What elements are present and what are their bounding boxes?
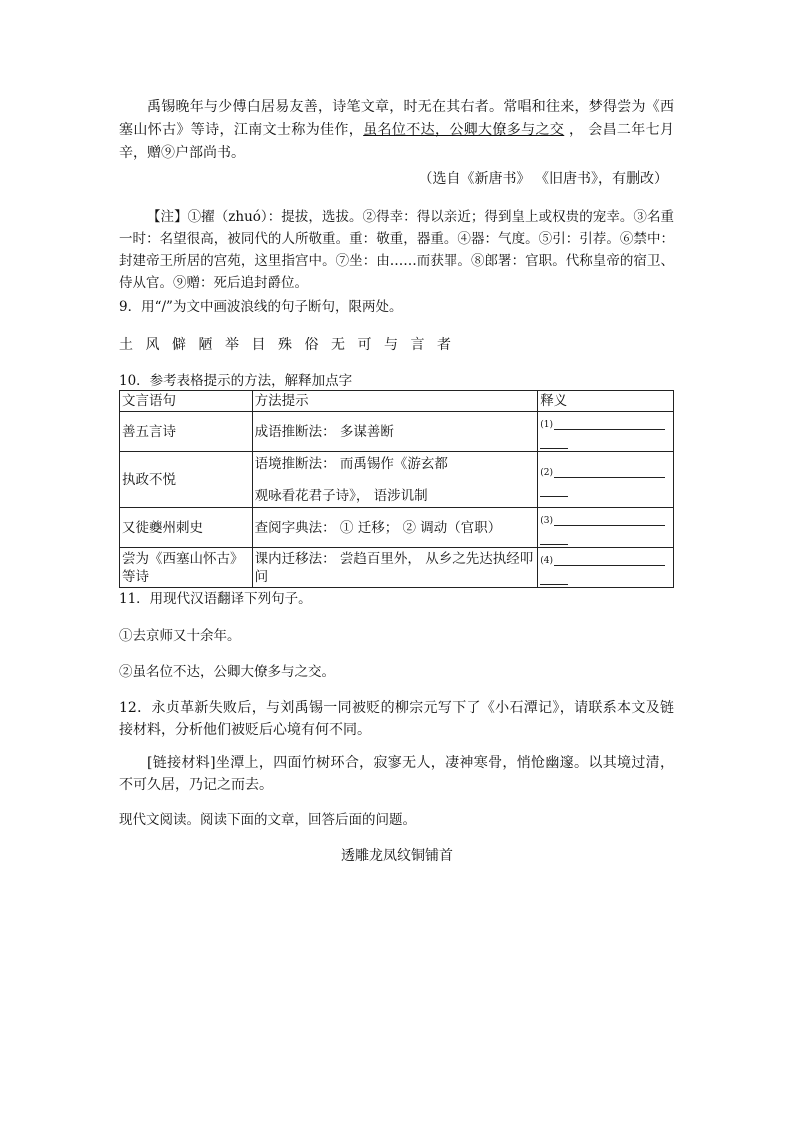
table-header-row (120, 391, 674, 412)
question-11-prompt: 11．用现代汉语翻译下列句子。 (119, 591, 312, 607)
method-table (119, 390, 674, 588)
answer-number: (2) (540, 467, 554, 478)
phrase-cell: 执政不悦 (120, 452, 253, 508)
table-row (120, 548, 674, 588)
answer-cell[interactable] (538, 412, 674, 452)
phrase-cell: 又徙夔州刺史 (120, 508, 253, 548)
source-citation: （选自《新唐书》 《旧唐书》，有删改） (418, 171, 668, 187)
method-cell: 课内迁移法： 尝趋百里外， 从乡之先达执经叩问 (252, 548, 538, 588)
question-11-sentence-2: ②虽名位不达，公卿大僚多与之交。 (119, 664, 335, 680)
question-9-sentence: 土风僻陋举目殊俗无可与言者 (119, 337, 464, 353)
answer-number: (4) (540, 555, 554, 566)
method-line-2: 观咏看花君子诗》， 语涉讥制 (254, 487, 428, 504)
header-cell-meaning: 释义 (538, 391, 674, 412)
question-10-prompt: 10．参考表格提示的方法，解释加点字 (119, 373, 353, 389)
answer-cell[interactable] (538, 508, 674, 548)
article-title: 透雕龙凤纹铜铺首 (341, 848, 453, 864)
answer-number: (1) (540, 419, 554, 430)
question-11-sentence-1: ①去京师又十余年。 (119, 628, 241, 644)
header-cell-method: 方法提示 (252, 391, 538, 412)
answer-number: (3) (540, 515, 554, 526)
table-row (120, 452, 674, 508)
header-cell-phrase: 文言语句 (120, 391, 253, 412)
phrase-cell: 尝为《西塞山怀古》等诗 (120, 548, 253, 588)
annotation-notes: 【注】①擢（zhuó）：提拔，选拔。②得幸：得以亲近；得到皇上或权贵的宠幸。③名重一时：名望很高，被同代的人所敬重。重：敬重，器重。④器：气度。⑤引：引荐。⑥禁中：封建帝王所居的宫苑，这里指宫中。⑦坐：由……而获罪。⑧郎署：官职。代称皇帝的宿卫、侍从官。⑨赠：死后追封爵位。 (119, 209, 674, 291)
method-cell: 查阅字典法： ① 迁移； ② 调动（官职） (252, 508, 538, 548)
section-intro: 现代文阅读。阅读下面的文章，回答后面的问题。 (119, 812, 416, 828)
passage-text-a: 禹锡晚年与少傅白居易友善，诗笔文章，时无在其右者。常唱和往来，梦得尝为《西塞山怀古》等诗，江南文士称为佳作， (119, 99, 674, 138)
table-row (120, 508, 674, 548)
phrase-cell: 善五言诗 (120, 412, 253, 452)
question-9-prompt: 9．用“/”为文中画波浪线的句子断句，限两处。 (119, 299, 403, 315)
passage-text-b: ， 会昌二年七月辛，赠⑨户部尚书。 (119, 122, 675, 161)
passage-paragraph (119, 96, 674, 165)
method-line-1: 语境推断法： 而禹锡作《游玄都 (254, 455, 448, 472)
answer-cell[interactable] (538, 452, 674, 508)
wavy-underlined-sentence: 虽名位不达，公卿大僚多与之交 (363, 122, 565, 138)
question-12-prompt: 12．永贞革新失败后，与刘禹锡一同被贬的柳宗元写下了《小石潭记》，请联系本文及链接材料，分析他们被贬后心境有何不同。 (119, 700, 674, 738)
link-material: [链接材料]坐潭上，四面竹树环合，寂寥无人，凄神寒骨，悄怆幽邃。以其境过清，不可久居，乃记之而去。 (119, 755, 674, 793)
answer-cell[interactable] (538, 548, 674, 588)
method-cell (252, 452, 538, 508)
table-row (120, 412, 674, 452)
method-cell: 成语推断法： 多谋善断 (252, 412, 538, 452)
